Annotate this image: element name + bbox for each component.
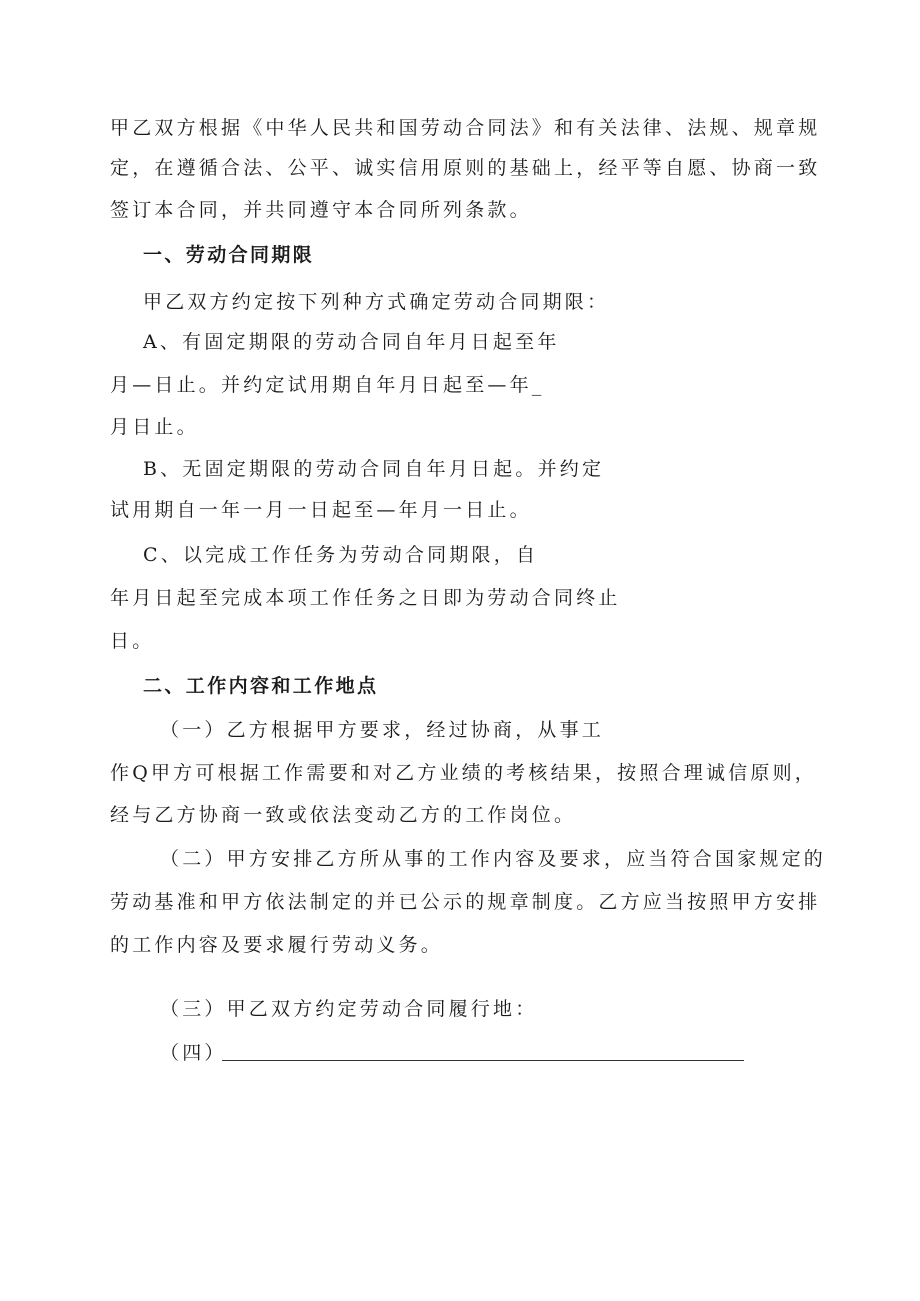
fill-in-blank-line xyxy=(222,1060,744,1061)
paragraph-line: （一）乙方根据甲方要求，经过协商，从事工 xyxy=(160,719,605,741)
paragraph-line: 试用期自一年一月一日起至—年月一日止。 xyxy=(110,499,532,521)
intro-line: 定，在遵循合法、公平、诚实信用原则的基础上，经平等自愿、协商一致 xyxy=(110,157,821,179)
paragraph-line: （四） xyxy=(160,1042,227,1064)
paragraph-line: 经与乙方协商一致或依法变动乙方的工作岗位。 xyxy=(110,804,577,826)
paragraph-line: B、无固定期限的劳动合同自年月日起。并约定 xyxy=(143,458,605,480)
section-heading: 二、工作内容和工作地点 xyxy=(143,675,379,697)
paragraph-line: 日。 xyxy=(110,630,155,652)
paragraph-line: 甲乙双方约定按下列种方式确定劳动合同期限： xyxy=(143,291,610,313)
paragraph-line: 月日止。 xyxy=(110,416,199,438)
paragraph-line: 月—日止。并约定试用期自年月日起至—年_ xyxy=(110,374,545,396)
paragraph-line: 年月日起至完成本项工作任务之日即为劳动合同终止 xyxy=(110,587,621,609)
paragraph-line: A、有固定期限的劳动合同自年月日起至年 xyxy=(143,331,560,353)
paragraph-line: 劳动基准和甲方依法制定的并已公示的规章制度。乙方应当按照甲方安排 xyxy=(110,891,821,913)
paragraph-line: （二）甲方安排乙方所从事的工作内容及要求，应当符合国家规定的 xyxy=(160,848,827,870)
paragraph-line: 作Q甲方可根据工作需要和对乙方业绩的考核结果，按照合理诚信原则， xyxy=(110,762,817,784)
paragraph-line: 的工作内容及要求履行劳动义务。 xyxy=(110,934,444,956)
paragraph-line: C、以完成工作任务为劳动合同期限，自 xyxy=(143,544,539,566)
paragraph-line: （三）甲乙双方约定劳动合同履行地： xyxy=(160,998,538,1020)
intro-line: 甲乙双方根据《中华人民共和国劳动合同法》和有关法律、法规、规章规 xyxy=(110,117,821,139)
intro-line: 签订本合同，并共同遵守本合同所列条款。 xyxy=(110,199,532,221)
section-heading: 一、劳动合同期限 xyxy=(143,244,315,266)
